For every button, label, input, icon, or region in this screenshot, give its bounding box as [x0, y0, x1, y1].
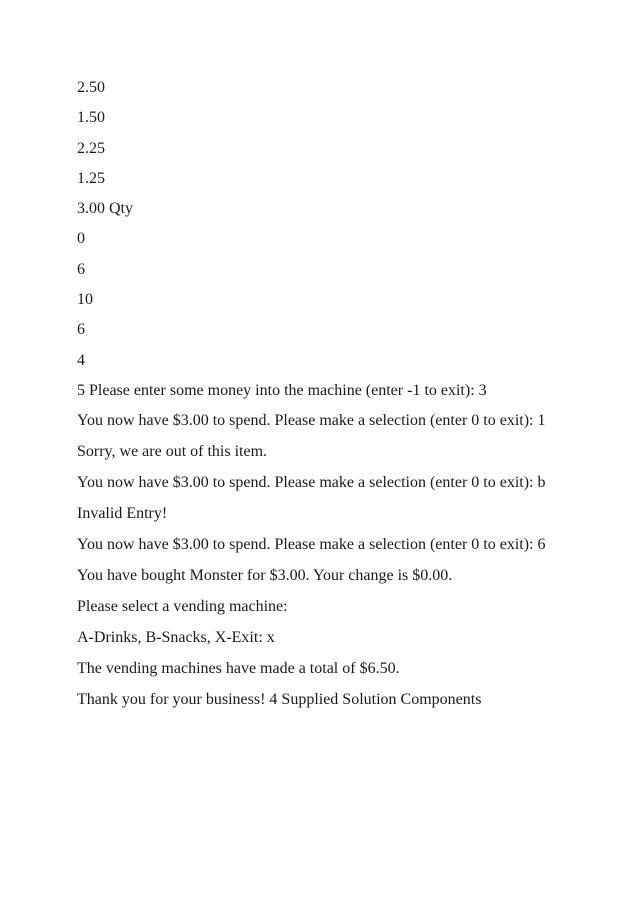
- text-line: 2.25: [77, 139, 105, 157]
- document-body: [77, 78, 547, 721]
- text-paragraph: You have bought Monster for $3.00. Your change is $0.00.: [77, 567, 453, 585]
- text-line: 10: [77, 291, 93, 309]
- text-line: 6: [77, 260, 85, 278]
- text-paragraph: Sorry, we are out of this item.: [77, 443, 268, 461]
- text-line: 0: [77, 230, 85, 248]
- text-paragraph: Please select a vending machine:: [77, 598, 288, 616]
- text-paragraph: You now have $3.00 to spend. Please make a selection (enter 0 to exit): 6: [77, 536, 546, 554]
- text-paragraph: Invalid Entry!: [77, 505, 168, 523]
- text-paragraph: Thank you for your business! 4 Supplied Solution Components: [77, 691, 482, 709]
- text-line: 2.50: [77, 79, 105, 96]
- text-line: 6: [77, 321, 85, 339]
- text-line: 5 Please enter some money into the machine (enter -1 to exit): 3: [77, 381, 487, 399]
- text-paragraph: You now have $3.00 to spend. Please make a selection (enter 0 to exit): 1: [77, 412, 546, 430]
- text-paragraph: A-Drinks, B-Snacks, X-Exit: x: [77, 629, 275, 647]
- text-line: 3.00 Qty: [77, 200, 133, 218]
- text-paragraph: The vending machines have made a total of $6.50.: [77, 660, 400, 678]
- text-line: 1.25: [77, 169, 105, 187]
- text-line: 4: [77, 351, 85, 369]
- text-paragraph: You now have $3.00 to spend. Please make a selection (enter 0 to exit): b: [77, 474, 546, 492]
- text-line: 1.50: [77, 109, 105, 127]
